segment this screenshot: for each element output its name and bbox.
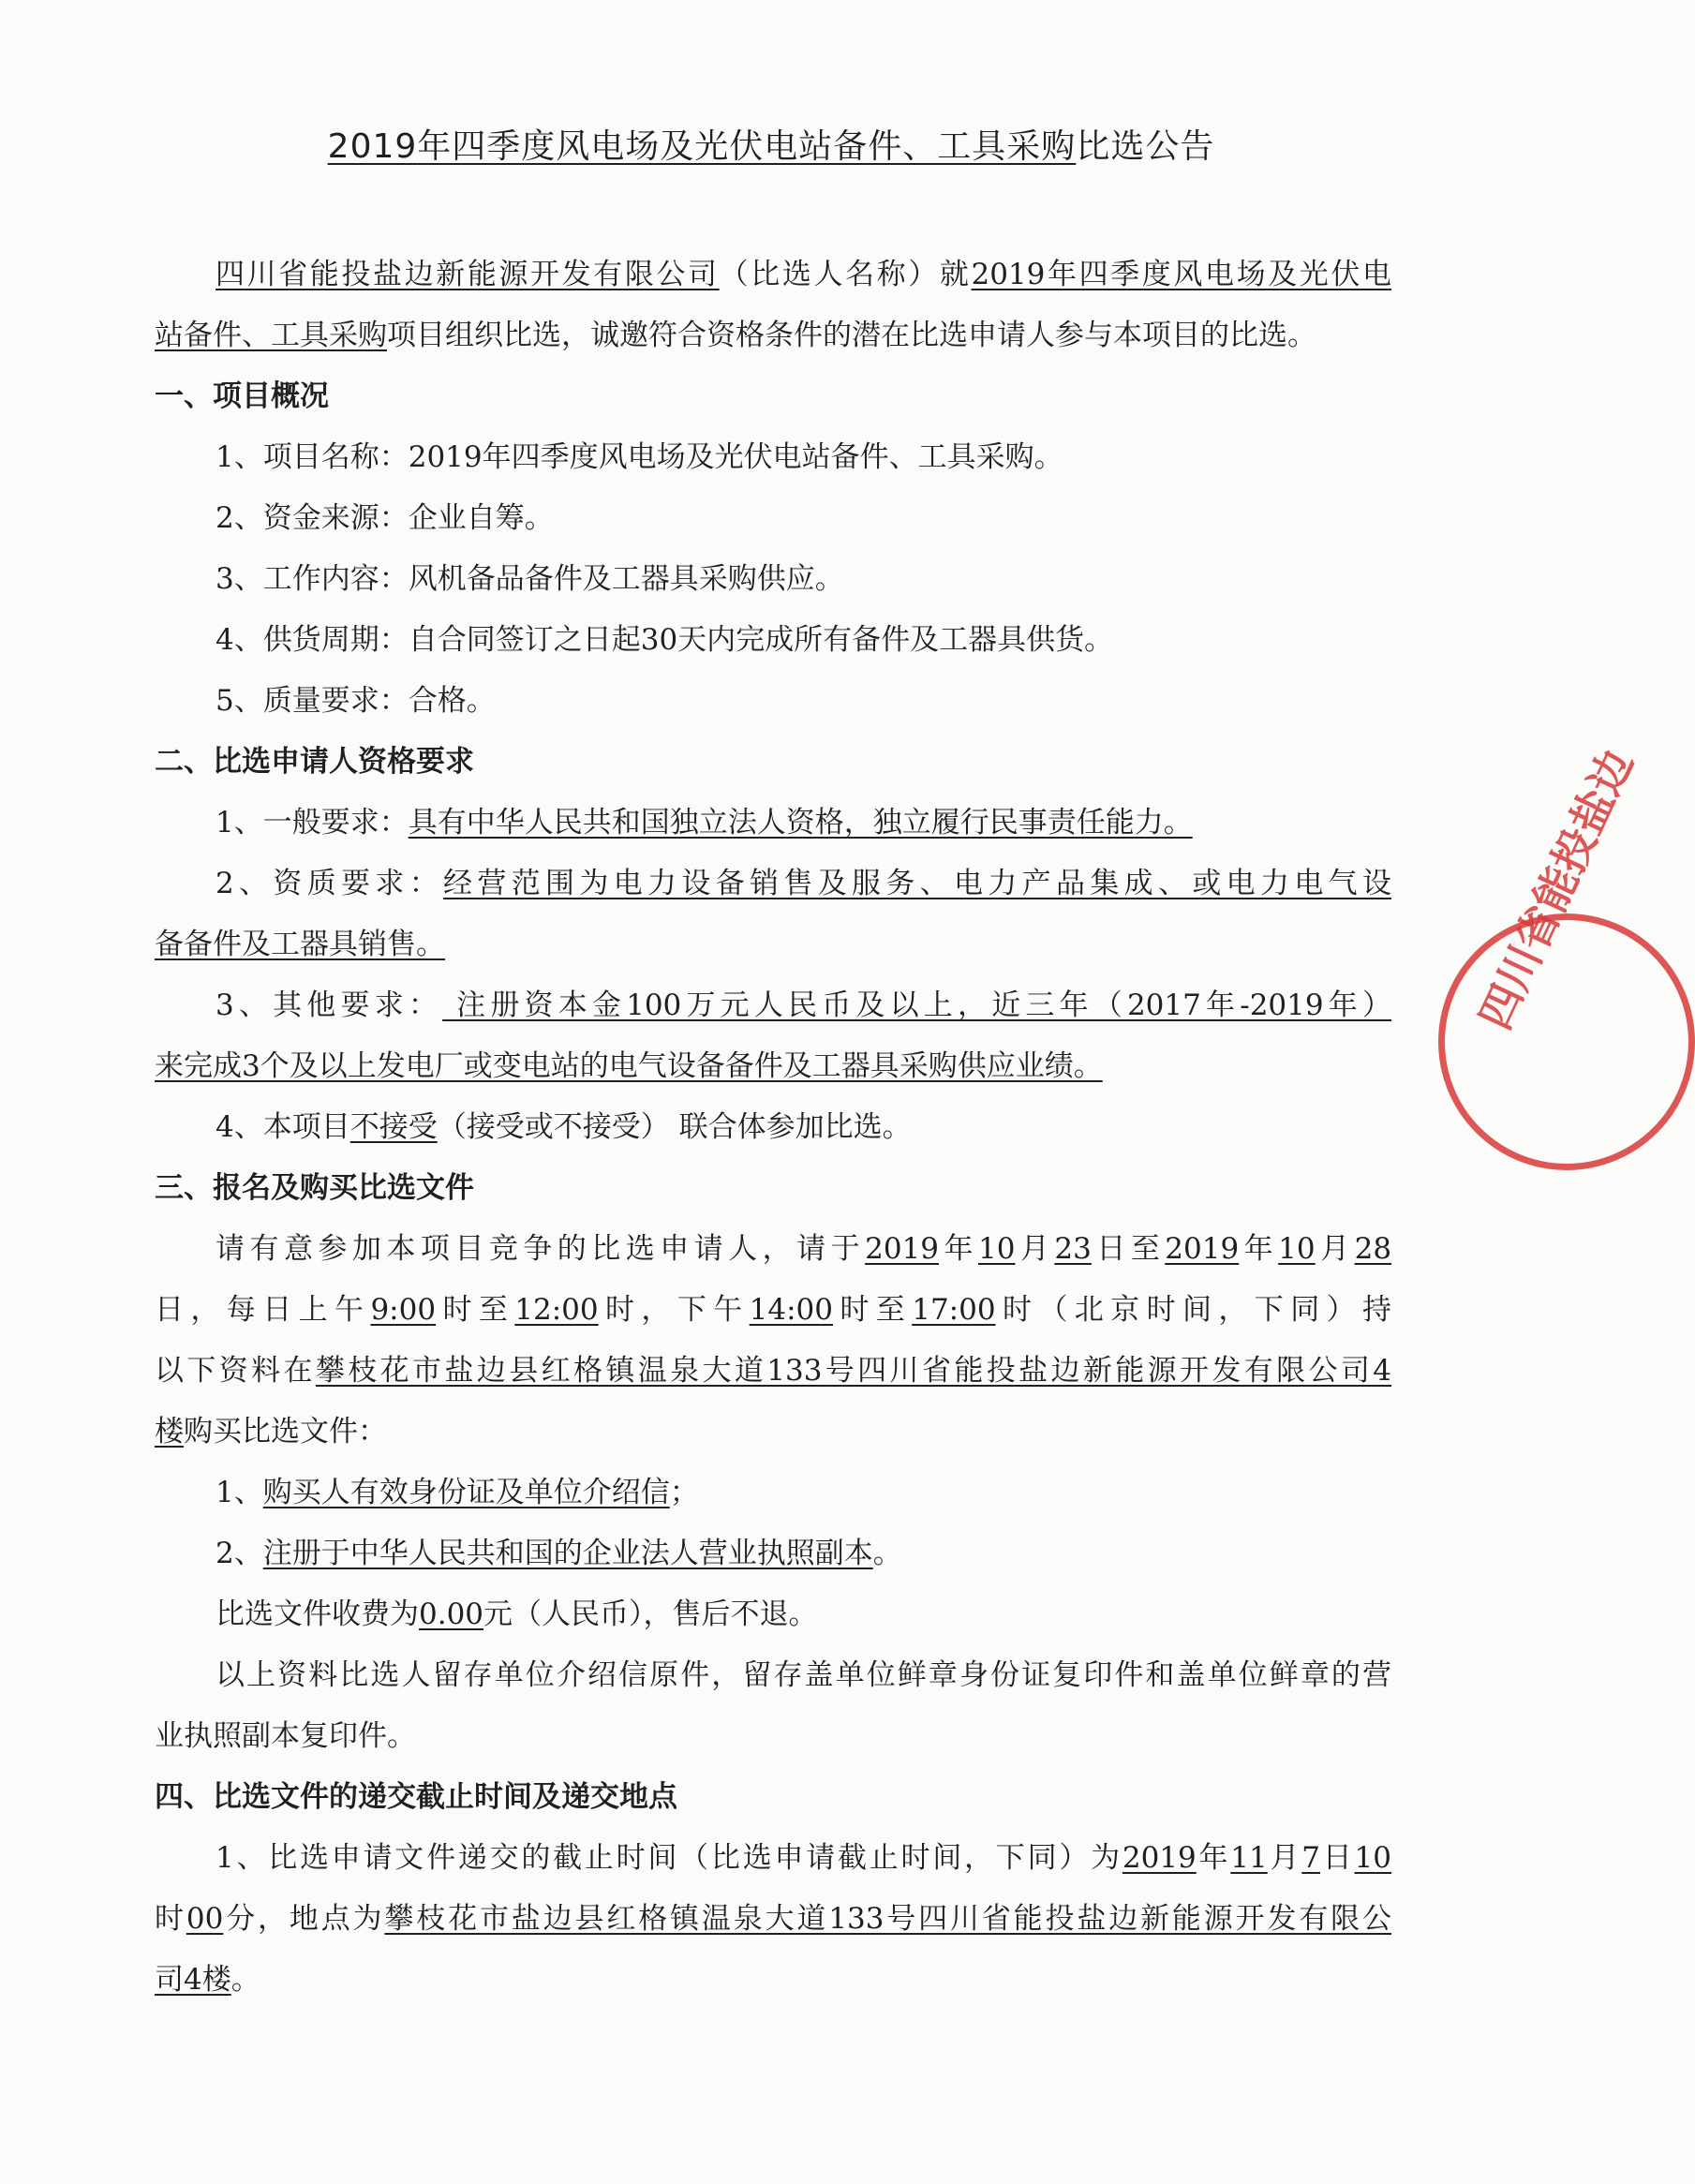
company-seal-stamp [1438,914,1695,1170]
deadline-line-1: 1、比选申请文件递交的截止时间（比选申请截止时间，下同）为2019年11月7日10 [216,1841,1391,1875]
registration-line-4: 楼购买比选文件： [155,1415,387,1449]
overview-item-4: 4、供货周期：自合同签订之日起30天内完成所有备件及工器具供货。 [216,623,1114,657]
fee-amount: 0.00 [419,1597,484,1631]
submission-address-part2: 司4楼 [155,1963,231,1997]
submission-address-part1: 攀枝花市盐边县红格镇温泉大道133号四川省能投盐边新能源开发有限公 [384,1902,1392,1936]
purchase-address-part2: 楼 [155,1415,184,1449]
consortium-flag: 不接受 [349,1110,438,1144]
deadline-line-2: 时00分，地点为攀枝花市盐边县红格镇温泉大道133号四川省能投盐边新能源开发有限公 [155,1902,1392,1936]
intro-line-2: 站备件、工具采购项目组织比选，诚邀符合资格条件的潜在比选申请人参与本项目的比选。 [155,319,1316,352]
requirement-2-line-2: 备备件及工器具销售。 [155,928,445,961]
overview-item-5: 5、质量要求：合格。 [216,684,496,718]
overview-item-3: 3、工作内容：风机备品备件及工器具采购供应。 [216,562,844,596]
seal-text: 四川省能投盐边 [1469,741,1643,1037]
project-name-part1: 2019年四季度风电场及光伏电 [971,258,1392,291]
requirement-4: 4、本项目不接受（接受或不接受） 联合体参加比选。 [216,1110,912,1144]
overview-item-2: 2、资金来源：企业自筹。 [216,501,554,535]
retention-note-line-1: 以上资料比选人留存单位介绍信原件，留存盖单位鲜章身份证复印件和盖单位鲜章的营 [216,1658,1391,1692]
document-fee: 比选文件收费为0.00元（人民币），售后不退。 [216,1597,818,1631]
required-document-2: 2、注册于中华人民共和国的企业法人营业执照副本。 [216,1537,902,1570]
deadline-line-3: 司4楼。 [155,1963,260,1997]
purchase-address-part1: 攀枝花市盐边县红格镇温泉大道133号四川省能投盐边新能源开发有限公司4 [315,1354,1391,1388]
section-4-heading: 四、比选文件的递交截止时间及递交地点 [155,1780,677,1814]
required-document-1: 1、购买人有效身份证及单位介绍信； [216,1476,699,1509]
section-3-heading: 三、报名及购买比选文件 [155,1171,474,1205]
title-underlined-part: 2019年四季度风电场及光伏电站备件、工具采购 [327,127,1077,166]
document-title: 2019年四季度风电场及光伏电站备件、工具采购比选公告 [327,127,1215,166]
overview-item-1: 1、项目名称：2019年四季度风电场及光伏电站备件、工具采购。 [216,440,1063,474]
requirement-2-line-1: 2、资质要求：经营范围为电力设备销售及服务、电力产品集成、或电力电气设 [216,867,1391,900]
requirement-3-line-2: 来完成3个及以上发电厂或变电站的电气设备备件及工器具采购供应业绩。 [155,1049,1103,1083]
registration-line-1: 请有意参加本项目竞争的比选申请人，请于2019年10月23日至2019年10月28 [216,1232,1392,1266]
intro-line-1: 四川省能投盐边新能源开发有限公司（比选人名称）就2019年四季度风电场及光伏电 [216,258,1392,291]
registration-line-2: 日，每日上午9:00时至12:00时，下午14:00时至17:00时（北京时间，下同）持 [155,1293,1392,1327]
retention-note-line-2: 业执照副本复印件。 [155,1719,416,1753]
requirement-1: 1、一般要求：具有中华人民共和国独立法人资格，独立履行民事责任能力。 [216,806,1193,839]
requirement-3-line-1: 3、其他要求： 注册资本金100万元人民币及以上，近三年（2017年-2019年） [216,988,1391,1022]
section-2-heading: 二、比选申请人资格要求 [155,745,474,779]
project-name-part2: 站备件、工具采购 [155,319,387,352]
registration-line-3: 以下资料在攀枝花市盐边县红格镇温泉大道133号四川省能投盐边新能源开发有限公司4 [155,1354,1391,1388]
tenderer-name: 四川省能投盐边新能源开发有限公司 [216,258,720,291]
section-1-heading: 一、项目概况 [155,379,329,413]
